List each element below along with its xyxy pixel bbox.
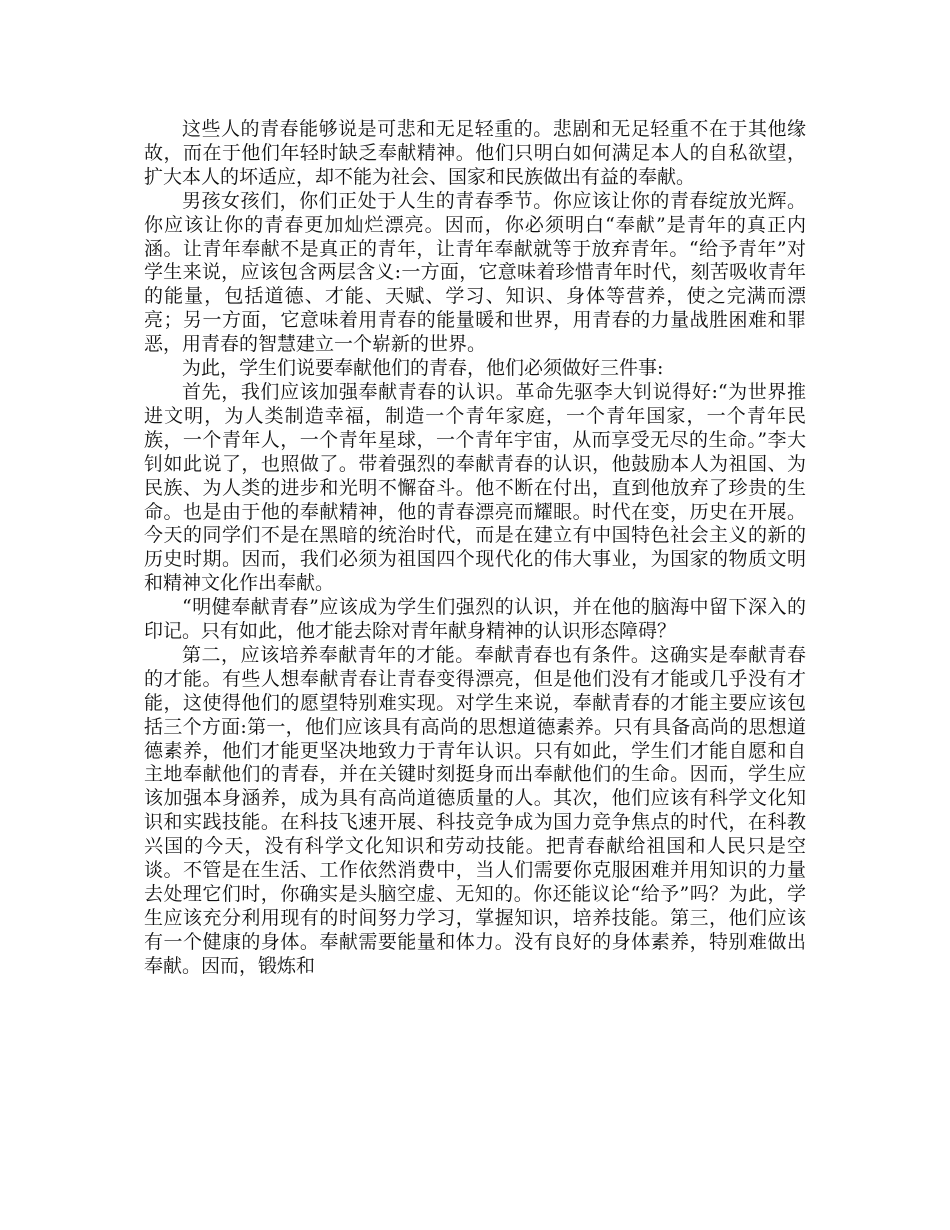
paragraph-1: 这些人的青春能够说是可悲和无足轻重的。悲剧和无足轻重不在于其他缘故，而在于他们年轻时缺乏奉献精神。他们只明白如何满足本人的自私欲望，扩大本人的坏适应，却不能为社会、国家和民族做出有益的奉献。 (144, 118, 806, 188)
paragraph-5: “明健奉献青春”应该成为学生们强烈的认识，并在他的脑海中留下深入的印记。只有如此，他才能去除对青年献身精神的认识形态障碍？ (144, 596, 806, 643)
paragraph-6: 第二，应该培养奉献青年的才能。奉献青春也有条件。这确实是奉献青春的才能。有些人想奉献青春让青春变得漂亮，但是他们没有才能或几乎没有才能，这使得他们的愿望特别难实现。对学生来说，奉献青春的才能主要应该包括三个方面:第一，他们应该具有高尚的思想道德素养。只有具备高尚的思想道德素养，他们才能更坚决地致力于青年认识。只有如此，学生们才能自愿和自主地奉献他们的青春，并在关键时刻挺身而出奉献他们的生命。因而，学生应该加强本身涵养，成为具有高尚道德质量的人。其次，他们应该有科学文化知识和实践技能。在科技飞速开展、科技竞争成为国力竞争焦点的时代，在科教兴国的今天，没有科学文化知识和劳动技能。把青春献给祖国和人民只是空谈。不管是在生活、工作依然消费中，当人们需要你克服困难并用知识的力量去处理它们时，你确实是头脑空虚、无知的。你还能议论“给予”吗？为此，学生应该充分利用现有的时间努力学习，掌握知识，培养技能。第三，他们应该有一个健康的身体。奉献需要能量和体力。没有良好的身体素养，特别难做出奉献。因而，锻炼和 (144, 643, 806, 977)
document-body (144, 118, 806, 979)
paragraph-4: 首先，我们应该加强奉献青春的认识。革命先驱李大钊说得好:“为世界推进文明，为人类制造幸福，制造一个青年家庭，一个青年国家，一个青年民族，一个青年人，一个青年星球，一个青年宇宙，从而享受无尽的生命。”李大钊如此说了，也照做了。带着强烈的奉献青春的认识，他鼓励本人为祖国、为民族、为人类的进步和光明不懈奋斗。他不断在付出，直到他放弃了珍贵的生命。也是由于他的奉献精神，他的青春漂亮而耀眼。时代在变，历史在开展。今天的同学们不是在黑暗的统治时代，而是在建立有中国特色社会主义的新的历史时期。因而，我们必须为祖国四个现代化的伟大事业，为国家的物质文明和精神文化作出奉献。 (144, 380, 806, 595)
paragraph-3: 为此，学生们说要奉献他们的青春，他们必须做好三件事: (182, 357, 664, 380)
paragraph-2: 男孩女孩们，你们正处于人生的青春季节。你应该让你的青春绽放光辉。你应该让你的青春更加灿烂漂亮。因而，你必须明白“奉献”是青年的真正内涵。让青年奉献不是真正的青年，让青年奉献就等于放弃青年。“给予青年”对学生来说，应该包含两层含义:一方面，它意味着珍惜青年时代，刻苦吸收青年的能量，包括道德、才能、天赋、学习、知识、身体等营养，使之完满而漂亮；另一方面，它意味着用青春的能量暖和世界，用青春的力量战胜困难和罪恶，用青春的智慧建立一个崭新的世界。 (144, 189, 806, 356)
